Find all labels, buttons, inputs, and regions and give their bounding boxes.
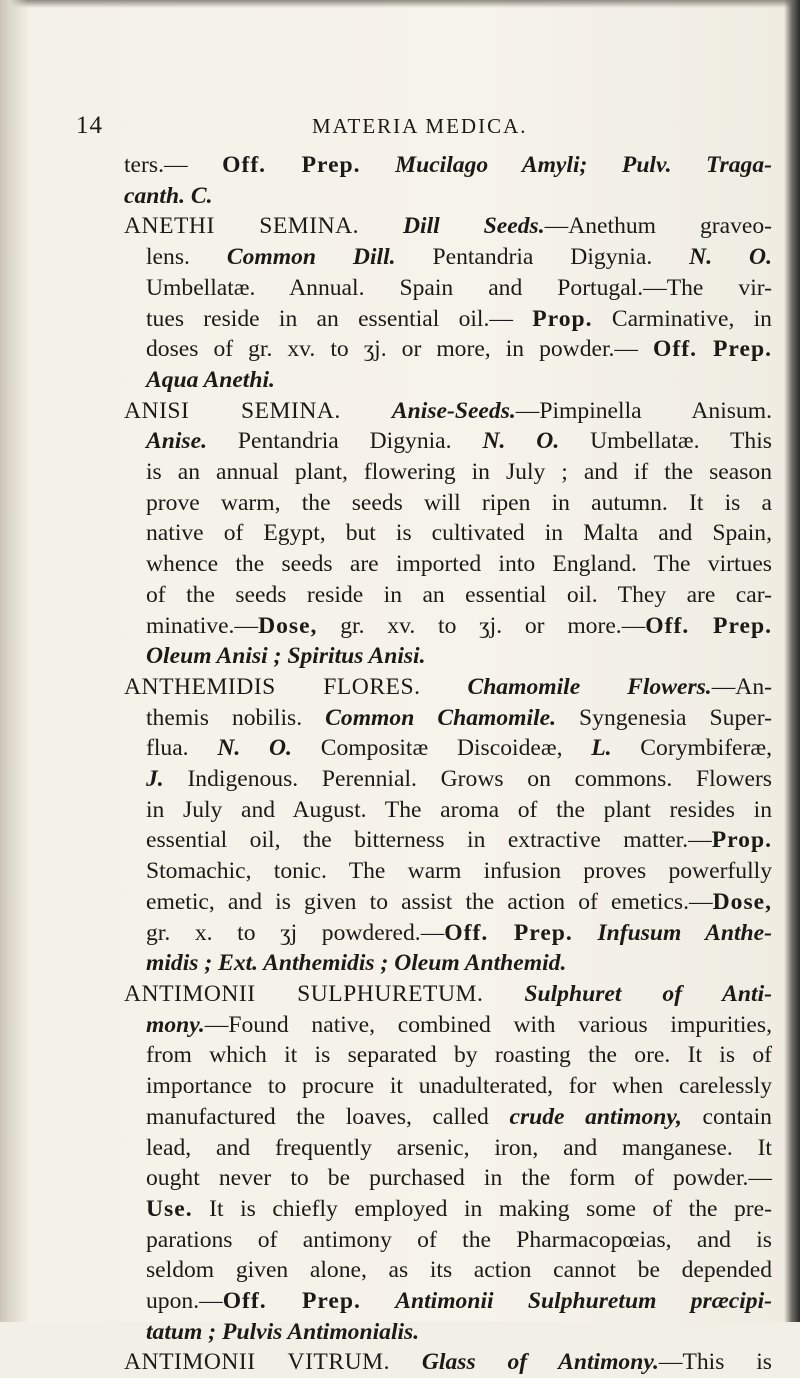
- text-run: doses of gr. xv. to ʒj. or more, in powder.—: [146, 336, 639, 363]
- text-line: [124, 1225, 772, 1256]
- preparation-names: Antimonii Sulphuretum præcipi-: [395, 1288, 772, 1315]
- text-line: [124, 1010, 772, 1041]
- off-prep-label: Off. Prep.: [444, 919, 573, 946]
- text-line: [124, 948, 772, 979]
- text-line: [124, 1255, 772, 1286]
- order-label: J.: [146, 766, 164, 793]
- text-line: [124, 733, 772, 764]
- text-run: Umbellatæ. This: [590, 428, 772, 455]
- page-header: [76, 112, 776, 142]
- text-run: ought never to be purchased in the form of powder.—: [146, 1165, 772, 1192]
- preparation-names: midis ; Ext. Anthemidis ; Oleum Anthemid.: [146, 950, 567, 977]
- prop-label: Prop.: [711, 827, 772, 854]
- text-run: essential oil, the bitterness in extractive matter.—: [146, 827, 712, 854]
- text-run: —Found native, combined with various impurities,: [204, 1011, 772, 1038]
- text-line: [124, 518, 772, 549]
- preparation-names: Mucilago Amyli; Pulv. Traga-: [395, 152, 772, 178]
- text-line: [124, 1194, 772, 1225]
- text-line: [124, 764, 772, 795]
- off-prep-label: Off. Prep.: [653, 336, 772, 363]
- text-run: contain: [702, 1103, 772, 1130]
- text-run: manufactured the loaves, called: [146, 1103, 489, 1130]
- entry-heading-line: [124, 211, 772, 242]
- text-line: [124, 334, 772, 365]
- text-run: Corymbiferæ,: [640, 735, 773, 762]
- off-prep-label: Off. Prep.: [222, 152, 361, 178]
- text-line: [124, 887, 772, 918]
- text-line: [124, 150, 772, 181]
- text-run: in July and August. The aroma of the plant resides in: [146, 796, 772, 823]
- text-line: [124, 457, 772, 488]
- dose-label: Dose,: [258, 612, 318, 639]
- text-run: It is chiefly employed in making some of the pre-: [209, 1195, 772, 1222]
- text-run: Compositæ Discoideæ,: [320, 735, 563, 762]
- text-run: Pentandria Digynia.: [237, 428, 452, 455]
- entry-heading-line: [124, 396, 772, 427]
- text-line: [124, 549, 772, 580]
- text-run: Stomachic, tonic. The warm infusion proves powerfully: [146, 858, 772, 885]
- text-line: [124, 825, 772, 856]
- text-run: —Pimpinella Anisum.: [515, 397, 772, 424]
- text-run: —An-: [711, 673, 772, 700]
- prop-label: Prop.: [532, 305, 593, 332]
- text-run: gr. xv. to ʒj. or more.—: [340, 612, 646, 639]
- text-run: importance to procure it unadulterated, for when carelessly: [146, 1073, 772, 1100]
- body-text: [124, 150, 772, 1378]
- common-name: Sulphuret of Anti-: [524, 980, 772, 1007]
- text-line: [124, 611, 772, 642]
- text-line: [124, 1163, 772, 1194]
- text-line: [124, 365, 772, 396]
- text-run: gr. x. to ʒj powdered.—: [146, 919, 445, 946]
- text-line: [124, 304, 772, 335]
- text-line: [124, 426, 772, 457]
- common-name: Common Dill.: [226, 244, 396, 271]
- text-line: [124, 1102, 772, 1133]
- off-prep-label: Off. Prep.: [222, 1288, 361, 1315]
- emphasis-term: crude antimony,: [509, 1103, 682, 1130]
- entry-title: ANTIMONII SULPHURETUM.: [124, 980, 484, 1007]
- text-run: tues reside in an essential oil.—: [146, 305, 513, 332]
- text-run: seldom given alone, as its action cannot be depended: [146, 1257, 772, 1284]
- common-name: Glass of Antimony.: [421, 1349, 659, 1376]
- text-run: native of Egypt, but is cultivated in Malta and Spain,: [146, 520, 772, 547]
- preparation-names: Infusum Anthe-: [597, 919, 772, 946]
- text-run: upon.—: [146, 1288, 223, 1315]
- entry-title: ANTIMONII VITRUM.: [124, 1349, 391, 1376]
- common-name: Chamomile Flowers.: [467, 673, 712, 700]
- page-right-edge: [784, 0, 800, 1322]
- use-label: Use.: [146, 1195, 193, 1222]
- text-line: [124, 1040, 772, 1071]
- text-run: is an annual plant, flowering in July ; and if the season: [146, 459, 772, 486]
- entry-title: ANETHI SEMINA.: [124, 213, 360, 240]
- entry-heading-line: [124, 979, 772, 1010]
- text-line: [124, 1071, 772, 1102]
- page-number: 14: [76, 112, 103, 139]
- text-line: [124, 488, 772, 519]
- text-run: Syngenesia Super-: [579, 704, 772, 731]
- text-line: [124, 273, 772, 304]
- text-run: Pentandria Digynia.: [432, 244, 653, 271]
- common-name: Anise.: [146, 428, 207, 455]
- entry-heading-line: [124, 1347, 772, 1378]
- order-label: N. O.: [482, 428, 560, 455]
- order-label: N. O.: [689, 244, 772, 271]
- text-line: [124, 918, 772, 949]
- text-run: flua.: [146, 735, 189, 762]
- text-run: Carminative, in: [611, 305, 772, 332]
- page-top-edge: [0, 0, 800, 8]
- preparation-names: Aqua Anethi.: [146, 366, 275, 393]
- text-run: ters.—: [124, 152, 188, 178]
- common-name: mony.: [146, 1011, 205, 1038]
- text-line: [124, 580, 772, 611]
- text-run: lead, and frequently arsenic, iron, and manganese. It: [146, 1134, 772, 1161]
- text-run: Indigenous. Perennial. Grows on commons. Flowers: [187, 766, 772, 793]
- text-run: —This is: [658, 1349, 772, 1376]
- text-line: [124, 856, 772, 887]
- order-label: L.: [591, 735, 612, 762]
- text-run: of the seeds reside in an essential oil. They are car-: [146, 581, 772, 608]
- text-run: Umbellatæ. Annual. Spain and Portugal.—The vir-: [146, 274, 772, 301]
- order-label: N. O.: [217, 735, 292, 762]
- text-run: parations of antimony of the Pharmacopœias, and is: [146, 1226, 772, 1253]
- text-line: [124, 641, 772, 672]
- text-run: emetic, and is given to assist the action of emetics.—: [146, 888, 713, 915]
- entry-title: ANTHEMIDIS FLORES.: [124, 673, 421, 700]
- text-run: lens.: [146, 244, 190, 271]
- off-prep-label: Off. Prep.: [645, 612, 772, 639]
- text-line: [124, 795, 772, 826]
- text-run: themis nobilis.: [146, 704, 303, 731]
- dose-label: Dose,: [712, 888, 772, 915]
- common-name: Common Chamomile.: [325, 704, 556, 731]
- text-run: minative.—: [146, 612, 259, 639]
- entry-title: ANISI SEMINA.: [124, 397, 341, 424]
- text-run: from which it is separated by roasting the ore. It is of: [146, 1042, 772, 1069]
- page-gutter-shadow: [0, 0, 28, 1322]
- entry-heading-line: [124, 672, 772, 703]
- text-line: [124, 1133, 772, 1164]
- preparation-names: Oleum Anisi ; Spiritus Anisi.: [146, 643, 426, 670]
- preparation-names: tatum ; Pulvis Antimonialis.: [146, 1318, 420, 1345]
- text-line: [124, 242, 772, 273]
- running-head: MATERIA MEDICA.: [312, 114, 528, 138]
- text-run: —Anethum graveo-: [544, 213, 772, 240]
- text-line: [124, 703, 772, 734]
- preparation-names: canth. C.: [124, 182, 213, 209]
- text-run: prove warm, the seeds will ripen in autumn. It is a: [146, 489, 772, 516]
- text-line: [124, 1286, 772, 1317]
- text-run: whence the seeds are imported into England. The virtues: [146, 551, 772, 578]
- text-line: [124, 181, 772, 212]
- common-name: Dill Seeds.: [403, 213, 545, 240]
- common-name: Anise-Seeds.: [391, 397, 516, 424]
- text-line: [124, 1317, 772, 1348]
